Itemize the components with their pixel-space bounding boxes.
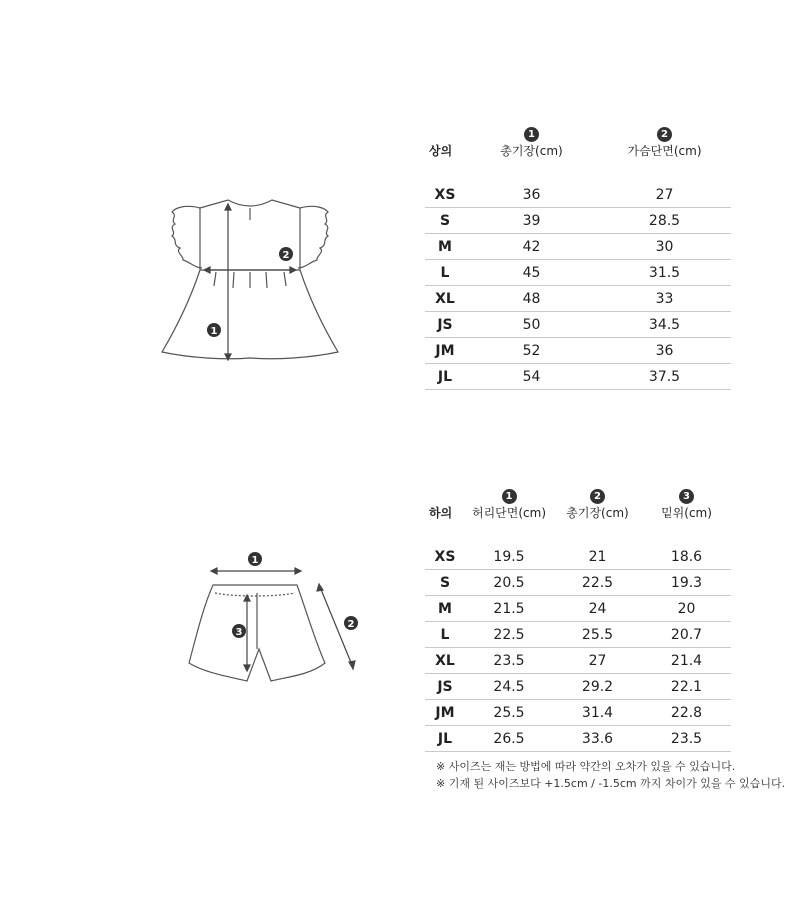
value-cell: 22.1 [642,674,731,700]
category-label: 하의 [429,506,453,520]
blouse-illustration [150,190,350,370]
value-cell: 24 [553,596,642,622]
value-cell: 50 [465,312,598,338]
column-3-badge: 3 [679,489,694,504]
badge-1-label: 1 [251,555,259,566]
table-row [425,570,731,596]
column-1-badge: 1 [502,489,517,504]
shorts-illustration [175,545,365,705]
value-cell: 23.5 [465,648,553,674]
size-cell: JL [425,364,465,390]
column-header: 허리단면(cm) [471,506,547,520]
badge-2-label: 2 [282,250,290,261]
size-cell: XS [425,182,465,208]
column-2-badge: 2 [657,127,672,142]
value-cell: 21.4 [642,648,731,674]
value-cell: 24.5 [465,674,553,700]
column-header: 총기장(cm) [566,506,629,520]
top-size-table [425,116,731,390]
note-line: ※ 기재 된 사이즈보다 +1.5cm / -1.5cm 까지 차이가 있을 수 있습니다. [436,777,786,790]
value-cell: 28.5 [598,208,731,234]
table-row [425,234,731,260]
value-cell: 18.6 [642,544,731,570]
table-row [425,648,731,674]
value-cell: 19.3 [642,570,731,596]
value-cell: 19.5 [465,544,553,570]
table-row [425,364,731,390]
size-cell: JS [425,312,465,338]
badge-1-label: 1 [210,326,218,337]
table-row [425,260,731,286]
size-cell: M [425,234,465,260]
size-cell: JL [425,726,465,752]
size-cell: JS [425,674,465,700]
value-cell: 34.5 [598,312,731,338]
value-cell: 42 [465,234,598,260]
value-cell: 48 [465,286,598,312]
table-row [425,622,731,648]
value-cell: 31.4 [553,700,642,726]
value-cell: 30 [598,234,731,260]
size-cell: XL [425,648,465,674]
bottom-size-table [425,478,731,752]
value-cell: 26.5 [465,726,553,752]
value-cell: 20.5 [465,570,553,596]
value-cell: 23.5 [642,726,731,752]
size-cell: L [425,622,465,648]
badge-3-label: 3 [235,627,243,638]
value-cell: 22.5 [465,622,553,648]
column-header: 가슴단면(cm) [627,144,702,158]
size-cell: S [425,208,465,234]
size-cell: S [425,570,465,596]
table-row [425,674,731,700]
value-cell: 20.7 [642,622,731,648]
value-cell: 27 [598,182,731,208]
value-cell: 29.2 [553,674,642,700]
table-row [425,726,731,752]
value-cell: 20 [642,596,731,622]
value-cell: 36 [465,182,598,208]
table-row [425,182,731,208]
table-row [425,338,731,364]
value-cell: 25.5 [553,622,642,648]
value-cell: 33.6 [553,726,642,752]
value-cell: 36 [598,338,731,364]
value-cell: 27 [553,648,642,674]
value-cell: 45 [465,260,598,286]
value-cell: 21 [553,544,642,570]
size-cell: M [425,596,465,622]
table-row [425,312,731,338]
value-cell: 21.5 [465,596,553,622]
size-cell: JM [425,700,465,726]
value-cell: 33 [598,286,731,312]
column-header: 총기장(cm) [500,144,563,158]
value-cell: 22.8 [642,700,731,726]
table-row [425,208,731,234]
size-cell: XS [425,544,465,570]
value-cell: 54 [465,364,598,390]
value-cell: 31.5 [598,260,731,286]
value-cell: 37.5 [598,364,731,390]
column-header: 밑위(cm) [661,506,712,520]
table-row [425,700,731,726]
size-notes [436,758,785,792]
category-label: 상의 [429,144,453,158]
size-cell: L [425,260,465,286]
note-line: ※ 사이즈는 재는 방법에 따라 약간의 오차가 있을 수 있습니다. [436,760,736,773]
value-cell: 52 [465,338,598,364]
size-cell: XL [425,286,465,312]
value-cell: 22.5 [553,570,642,596]
table-row [425,286,731,312]
value-cell: 39 [465,208,598,234]
size-cell: JM [425,338,465,364]
badge-2-label: 2 [347,619,355,630]
column-2-badge: 2 [590,489,605,504]
column-1-badge: 1 [524,127,539,142]
value-cell: 25.5 [465,700,553,726]
table-row [425,596,731,622]
table-row [425,544,731,570]
